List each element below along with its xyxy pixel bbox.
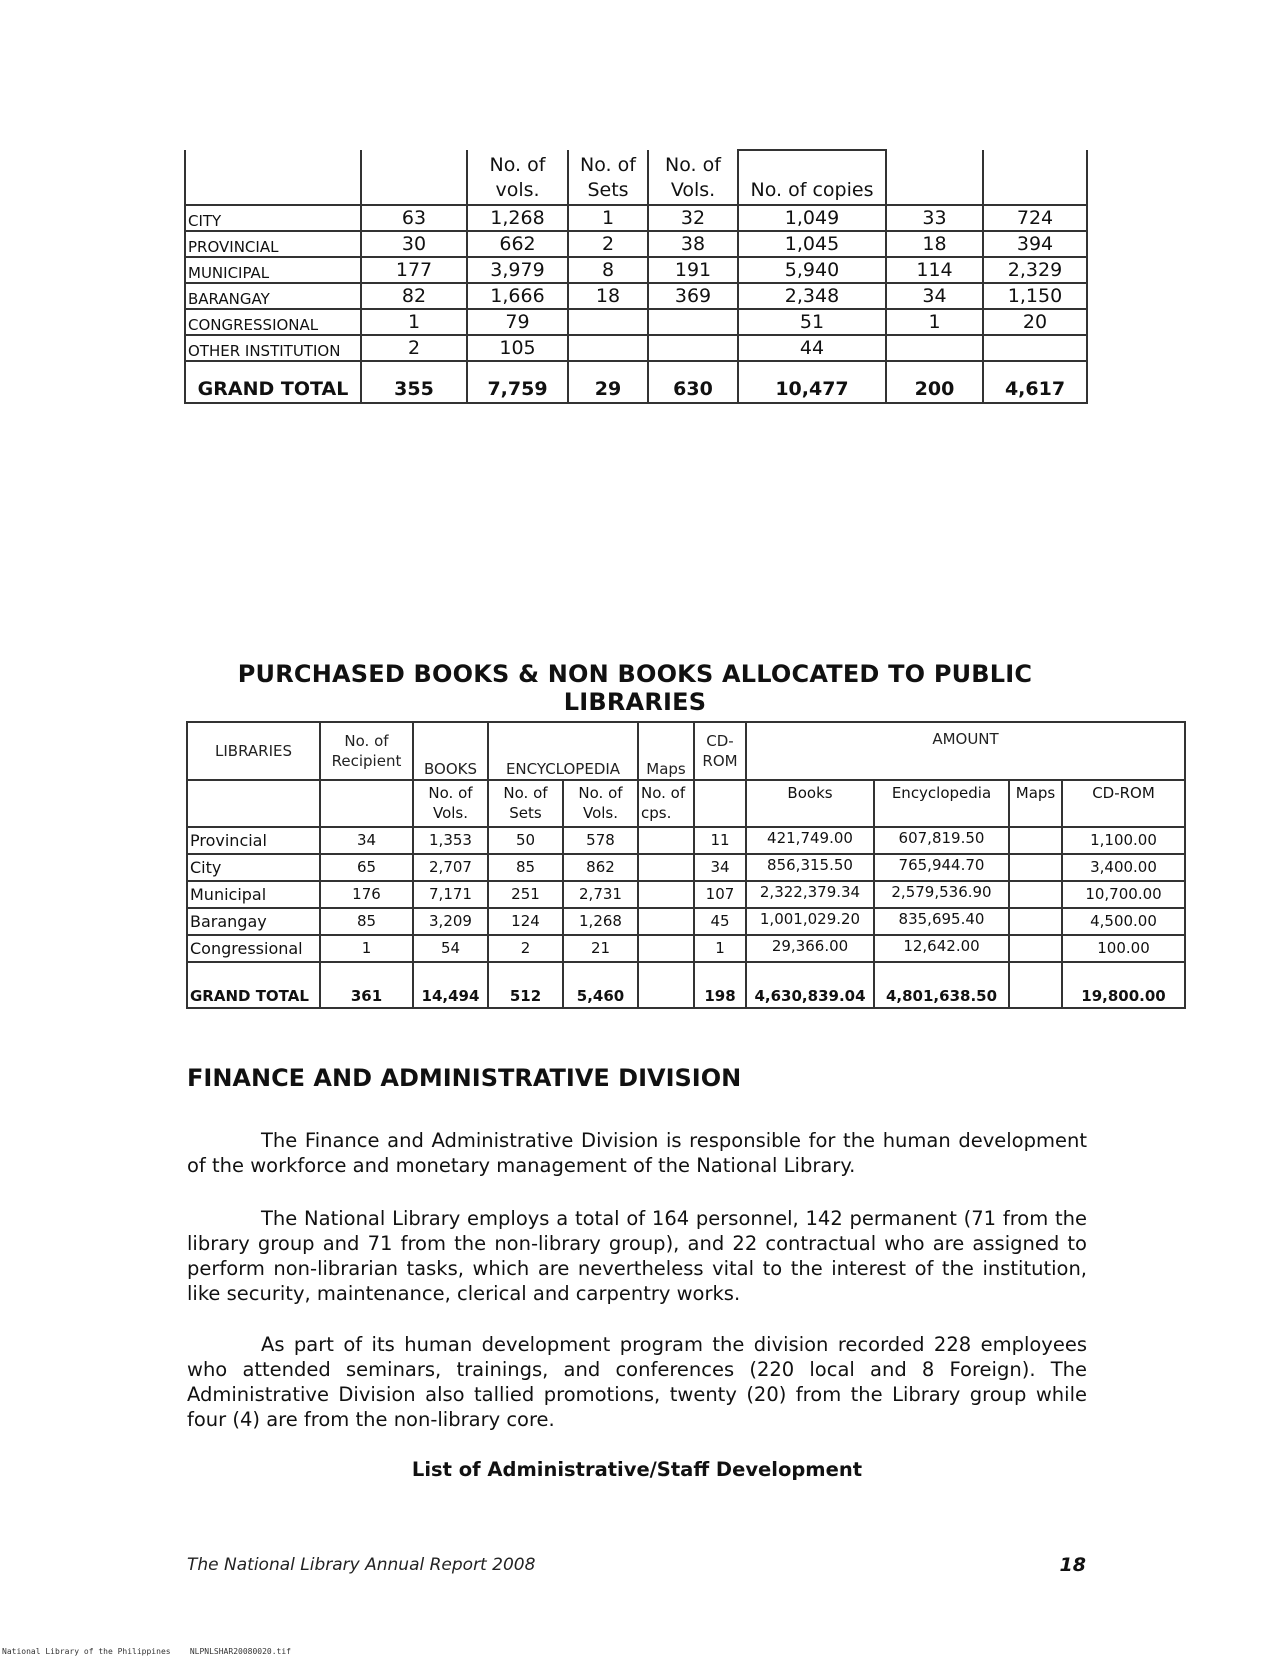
table-cell: 79 — [467, 309, 568, 335]
table-cell — [983, 335, 1087, 361]
table-cell: 14,494 — [413, 962, 488, 1008]
purchased-books-heading: PURCHASED BOOKS & NON BOOKS ALLOCATED TO PUBLIC LIBRARIES — [237, 660, 1033, 716]
cdrom-header: CD-ROM — [694, 722, 746, 780]
table-cell: 4,500.00 — [1062, 908, 1185, 935]
table-cell: 124 — [488, 908, 563, 935]
table-cell: 7,759 — [467, 361, 568, 403]
table-cell: 18 — [568, 283, 648, 309]
table-cell: 2,579,536.90 — [874, 881, 1009, 908]
table-cell: 1 — [694, 935, 746, 962]
table-cell: 1,353 — [413, 827, 488, 854]
table-row — [187, 827, 1185, 854]
table-cell: 34 — [694, 854, 746, 881]
column-header: No. of cps. — [638, 780, 694, 827]
table-cell: 34 — [886, 283, 983, 309]
library-name: MUNICIPAL — [185, 257, 361, 283]
table-cell: 11 — [694, 827, 746, 854]
table-cell — [1009, 908, 1062, 935]
table-row — [185, 335, 1087, 361]
page-number: 18 — [1059, 1554, 1086, 1576]
table-cell: 862 — [563, 854, 638, 881]
table-cell: 251 — [488, 881, 563, 908]
grand-total-label: GRAND TOTAL — [187, 962, 320, 1008]
table-cell: 2,322,379.34 — [746, 881, 874, 908]
table-cell: 51 — [738, 309, 886, 335]
paragraph: As part of its human development program the division recorded 228 employees who attended seminars, trainings, and conferences (220 local and 8 Foreign). The Administrative Division also tallied promotions, twenty (20) from the Library group while four (4) are from the non-library core. — [187, 1333, 1087, 1431]
table-row — [187, 881, 1185, 908]
table-cell: 114 — [886, 257, 983, 283]
table-cell: 765,944.70 — [874, 854, 1009, 881]
amount-header: AMOUNT — [746, 722, 1185, 780]
column-header: No. of vols. — [467, 150, 568, 205]
table-cell: 33 — [886, 205, 983, 231]
section-title: FINANCE AND ADMINISTRATIVE DIVISION — [187, 1064, 742, 1092]
table-cell: 50 — [488, 827, 563, 854]
table-cell — [886, 335, 983, 361]
table-cell: 10,477 — [738, 361, 886, 403]
library-name: CITY — [185, 205, 361, 231]
table-cell: 662 — [467, 231, 568, 257]
table-cell: 1 — [361, 309, 467, 335]
table-cell: 198 — [694, 962, 746, 1008]
table-cell: 3,209 — [413, 908, 488, 935]
table-cell: 191 — [648, 257, 738, 283]
empty-header-cell — [694, 780, 746, 827]
table-cell: 355 — [361, 361, 467, 403]
table-cell: 107 — [694, 881, 746, 908]
column-header: Maps — [1009, 780, 1062, 827]
table-cell: 2,707 — [413, 854, 488, 881]
table-header-row — [187, 722, 1185, 780]
table-cell — [1009, 935, 1062, 962]
table-row — [185, 231, 1087, 257]
library-name: Barangay — [187, 908, 320, 935]
column-header: Books — [746, 780, 874, 827]
table-cell: 82 — [361, 283, 467, 309]
table-cell: 32 — [648, 205, 738, 231]
column-header: No. of Vols. — [413, 780, 488, 827]
table-cell: 4,617 — [983, 361, 1087, 403]
table-cell: 1,045 — [738, 231, 886, 257]
table-cell: 63 — [361, 205, 467, 231]
library-name: Congressional — [187, 935, 320, 962]
table-cell: 19,800.00 — [1062, 962, 1185, 1008]
table-cell: 1,049 — [738, 205, 886, 231]
column-header — [983, 150, 1087, 205]
paragraph: The Finance and Administrative Division is responsible for the human development of the workforce and monetary management of the National Library. — [187, 1129, 1087, 1177]
table-cell: 1,001,029.20 — [746, 908, 874, 935]
table-cell — [638, 962, 694, 1008]
table-cell: 7,171 — [413, 881, 488, 908]
table-cell: 578 — [563, 827, 638, 854]
paragraph: The National Library employs a total of 164 personnel, 142 permanent (71 from the library group and 71 from the non-library group), and 22 contractual who are assigned to perform non-librarian tasks, which are nevertheless vital to the interest of the institution, like security, maintenance, clerical and carpentry works. — [187, 1207, 1087, 1305]
table-row — [185, 309, 1087, 335]
library-name: BARANGAY — [185, 283, 361, 309]
column-header: No. of Vols. — [648, 150, 738, 205]
table-cell: 85 — [320, 908, 413, 935]
grand-total-label: GRAND TOTAL — [185, 361, 361, 403]
empty-header-cell — [320, 780, 413, 827]
table-cell — [1009, 962, 1062, 1008]
table-cell: 34 — [320, 827, 413, 854]
table-cell: 3,400.00 — [1062, 854, 1185, 881]
scan-caption: National Library of the Philippines NLPNLSHAR20080020.tif — [2, 1647, 291, 1656]
table-cell: 421,749.00 — [746, 827, 874, 854]
distribution-table — [184, 149, 1088, 404]
table-cell: 38 — [648, 231, 738, 257]
table-cell: 2 — [488, 935, 563, 962]
table-cell: 44 — [738, 335, 886, 361]
table-cell: 369 — [648, 283, 738, 309]
books-header: BOOKS — [413, 722, 488, 780]
table-cell: 21 — [563, 935, 638, 962]
list-title: List of Administrative/Staff Development — [411, 1458, 863, 1481]
column-header: No. of copies — [738, 150, 886, 205]
table-cell: 200 — [886, 361, 983, 403]
encyclopedia-header: ENCYCLOPEDIA — [488, 722, 638, 780]
table-cell: 10,700.00 — [1062, 881, 1185, 908]
table-cell: 630 — [648, 361, 738, 403]
library-name: Municipal — [187, 881, 320, 908]
table-cell — [568, 309, 648, 335]
grand-total-row — [185, 361, 1087, 403]
table-cell: 1,268 — [467, 205, 568, 231]
table-cell — [568, 335, 648, 361]
table-cell: 607,819.50 — [874, 827, 1009, 854]
table-cell: 1,666 — [467, 283, 568, 309]
purchased-books-table — [186, 721, 1186, 1009]
table-cell: 54 — [413, 935, 488, 962]
table-cell: 29,366.00 — [746, 935, 874, 962]
table-cell: 1 — [320, 935, 413, 962]
library-name: CONGRESSIONAL — [185, 309, 361, 335]
table-cell: 1,100.00 — [1062, 827, 1185, 854]
table-cell: 18 — [886, 231, 983, 257]
table-cell: 1 — [886, 309, 983, 335]
table-cell: 5,940 — [738, 257, 886, 283]
table-cell — [638, 908, 694, 935]
table-cell: 12,642.00 — [874, 935, 1009, 962]
table-cell: 4,801,638.50 — [874, 962, 1009, 1008]
column-header: No. of Sets — [488, 780, 563, 827]
table-cell: 512 — [488, 962, 563, 1008]
table-cell: 177 — [361, 257, 467, 283]
table-cell: 85 — [488, 854, 563, 881]
column-header — [185, 150, 361, 205]
table-cell: 856,315.50 — [746, 854, 874, 881]
table-cell — [638, 827, 694, 854]
table-cell: 105 — [467, 335, 568, 361]
table-cell — [1009, 854, 1062, 881]
column-header — [886, 150, 983, 205]
table-row — [187, 908, 1185, 935]
table-cell — [648, 335, 738, 361]
table-cell — [1009, 881, 1062, 908]
table-cell: 2,348 — [738, 283, 886, 309]
table-row — [185, 205, 1087, 231]
table-subheader-row — [187, 780, 1185, 827]
column-header: No. of Sets — [568, 150, 648, 205]
table-row — [187, 935, 1185, 962]
table-cell: 176 — [320, 881, 413, 908]
table-header-row — [185, 150, 1087, 205]
table-row — [185, 257, 1087, 283]
column-header: Encyclopedia — [874, 780, 1009, 827]
library-name: City — [187, 854, 320, 881]
table-cell — [638, 854, 694, 881]
table-cell: 394 — [983, 231, 1087, 257]
empty-header-cell — [187, 780, 320, 827]
recipient-header: No. of Recipient — [320, 722, 413, 780]
library-name: OTHER INSTITUTION — [185, 335, 361, 361]
table-cell: 100.00 — [1062, 935, 1185, 962]
grand-total-row — [187, 962, 1185, 1008]
table-cell: 2 — [361, 335, 467, 361]
table-cell: 20 — [983, 309, 1087, 335]
libraries-header: LIBRARIES — [187, 722, 320, 780]
table-cell: 2,731 — [563, 881, 638, 908]
column-header — [361, 150, 467, 205]
table-cell — [1009, 827, 1062, 854]
table-cell: 30 — [361, 231, 467, 257]
table-cell: 835,695.40 — [874, 908, 1009, 935]
table-cell: 65 — [320, 854, 413, 881]
library-name: PROVINCIAL — [185, 231, 361, 257]
table-cell: 45 — [694, 908, 746, 935]
maps-header: Maps — [638, 722, 694, 780]
table-cell: 2 — [568, 231, 648, 257]
library-name: Provincial — [187, 827, 320, 854]
table-cell: 29 — [568, 361, 648, 403]
table-cell: 3,979 — [467, 257, 568, 283]
table-cell: 361 — [320, 962, 413, 1008]
table-cell: 5,460 — [563, 962, 638, 1008]
table-cell: 1,150 — [983, 283, 1087, 309]
table-cell: 1,268 — [563, 908, 638, 935]
table-cell: 8 — [568, 257, 648, 283]
table-cell — [638, 935, 694, 962]
table-row — [187, 854, 1185, 881]
table-cell: 724 — [983, 205, 1087, 231]
table-cell — [638, 881, 694, 908]
column-header: CD-ROM — [1062, 780, 1185, 827]
table-cell — [648, 309, 738, 335]
table-cell: 2,329 — [983, 257, 1087, 283]
table-cell: 4,630,839.04 — [746, 962, 874, 1008]
table-cell: 1 — [568, 205, 648, 231]
column-header: No. of Vols. — [563, 780, 638, 827]
table-row — [185, 283, 1087, 309]
footer-report-title: The National Library Annual Report 2008 — [187, 1555, 536, 1575]
